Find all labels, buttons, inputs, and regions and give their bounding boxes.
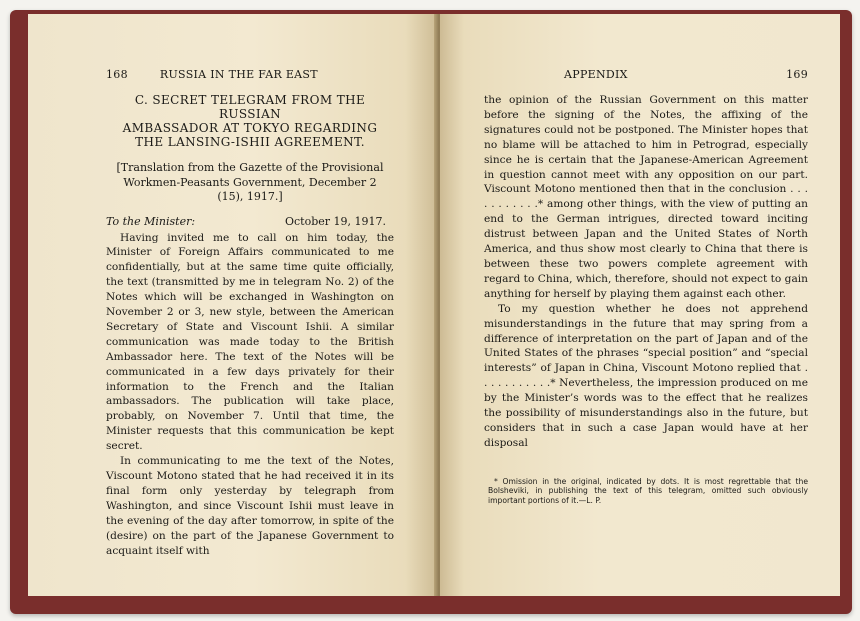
paragraph: To my question whether he does not apprehend misunderstandings in the future that may spring from a difference of interpretation on the part of Japan and of the United States of the phrases “special position” and “special interests” of Japan in China, Viscount Motono replied that . . . . . . . . . . .* Nevertheless, the impression produced on me by the Minister’s words was to the effect that he realizes the possibility of misunderstandings also in the future, but considers that in such a case Japan would have at her disposal <box>484 302 808 449</box>
left-page <box>28 14 438 596</box>
heading-line: C. SECRET TELEGRAM FROM THE RUSSIAN <box>134 93 366 121</box>
paragraph: In communicating to me the text of the Notes, Viscount Motono stated that he had received it in its final form only yesterday by telegraph from Washington, and since Viscount Ishii must leave in the evening of the day after tomorrow, in spite of the (desire) on the part of the Japanese Government to acquaint itself with <box>106 455 394 557</box>
paragraph: the opinion of the Russian Government on this matter before the signing of the Notes, the affixing of the signatures could not be postponed. The Minister hopes that no blame will be attached to him in Petrograd, especially since he is certain that the Japanese-American Agreement in question cannot meet with any opposition on our part. Viscount Motono mentioned then that in the conclusion . . . . . . . . . . .* among other things, with the view of putting an end to the German intrigues, directed toward inciting distrust between Japan and the United States of North America, and thus show most clearly to China that there is between these two powers complete agreement with regard to China, which, therefore, should not expect to gain anything for herself by playing them against each other. <box>484 94 808 300</box>
translation-note: [Translation from the Gazette of the Provisional Workmen-Peasants Government, December 2 (15), 1917.] <box>116 161 384 203</box>
footnote: * Omission in the original, indicated by dots. It is most regrettable that the Bolsheviki, in publishing the text of this telegram, omitted such obviously important portions of it.—L. P. <box>488 476 808 505</box>
right-page <box>440 14 840 596</box>
salutation: To the Minister: <box>106 214 196 228</box>
right-page-number: 169 <box>786 68 808 81</box>
heading-line: THE LANSING-ISHII AGREEMENT. <box>135 135 365 149</box>
salutation-row <box>106 215 394 229</box>
heading-line: AMBASSADOR AT TOKYO REGARDING <box>122 121 378 135</box>
section-heading <box>106 93 394 149</box>
left-running-title: RUSSIA IN THE FAR EAST <box>159 68 318 81</box>
paragraph: Having invited me to call on him today, the Minister of Foreign Affairs communicated to me confidentially, but at the same time quite officially, the text (transmitted by me in telegram No. 2) of the Notes which will be exchanged in Washington on November 2 or 3, new style, between the American Secretary of State and Viscount Ishii. A similar communication was made today to the British Ambassador here. The text of the Notes will be communicated in a few days privately for their information to the French and the Italian ambassadors. The publication will take place, probably, on November 7. Until that time, the Minister requests that this communication be kept secret. <box>106 231 394 453</box>
left-running-head <box>106 68 394 81</box>
left-page-number: 168 <box>106 68 128 81</box>
right-running-head <box>484 68 808 81</box>
letter-date: October 19, 1917. <box>284 214 386 228</box>
right-running-title: APPENDIX <box>564 68 628 81</box>
